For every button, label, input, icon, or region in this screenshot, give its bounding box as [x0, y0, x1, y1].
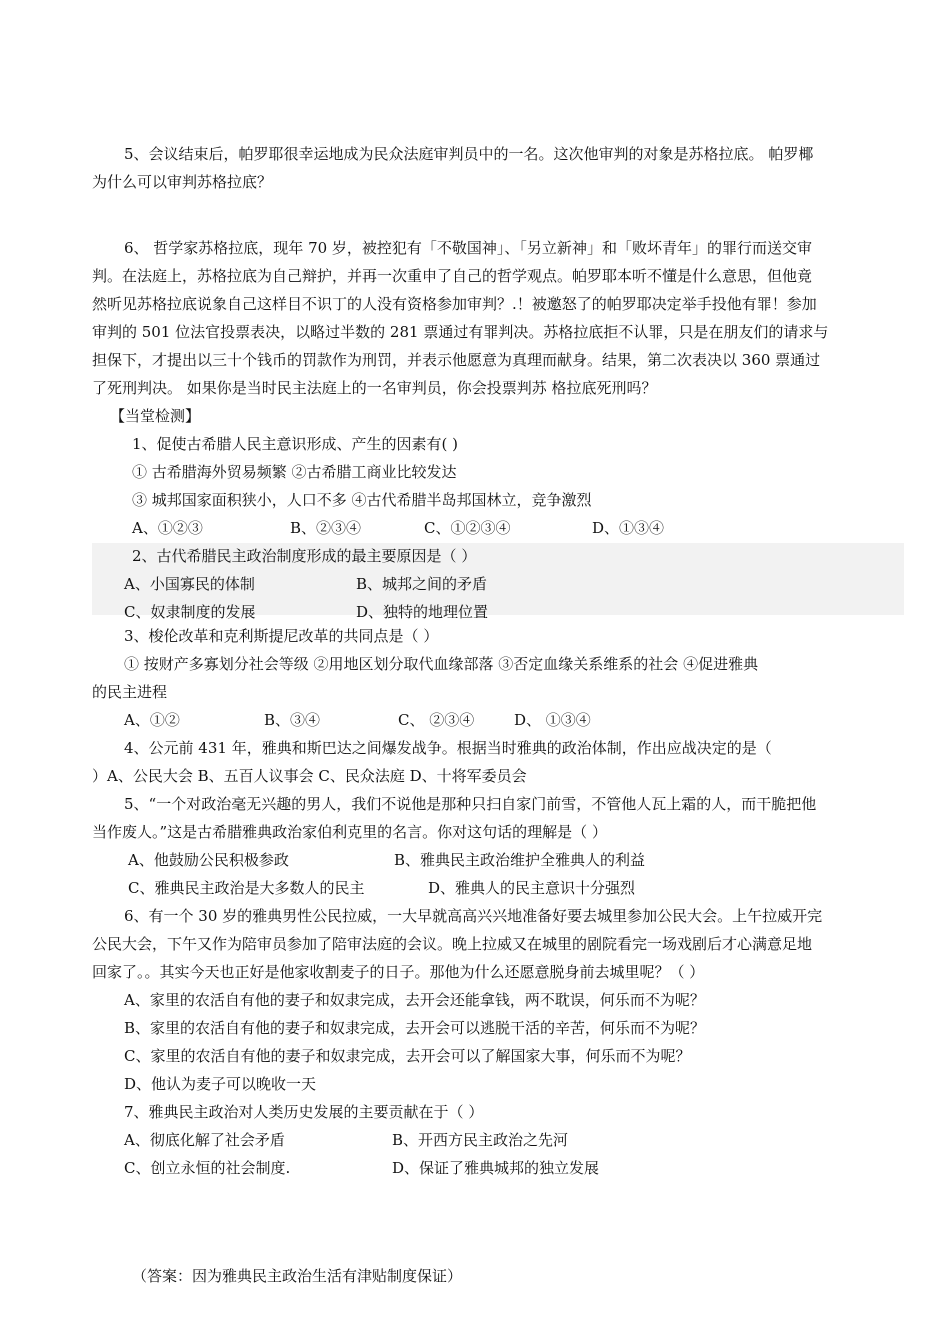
- question-2: [92, 542, 904, 626]
- answer-note: （答案：因为雅典民主政治生活有津贴制度保证）: [132, 1267, 463, 1285]
- option-b: B、②③④: [290, 519, 362, 537]
- question-4-line-2: ）A、公民大会 B、五百人议事会 C、民众法庭 D、十将军委员会: [92, 767, 527, 785]
- question-7-options-row-1: [92, 1126, 904, 1154]
- question-1-items-2: ③ 城邦国家面积狭小，人口不多 ④古代希腊半岛邦国林立，竞争激烈: [132, 491, 592, 509]
- scenario-6-line-2: 判。在法庭上，苏格拉底为自己辩护，并再一次重申了自己的哲学观点。帕罗耶本听不懂是什么意思，但他竟: [92, 267, 813, 285]
- option-a: A、他鼓励公民积极参政: [128, 851, 289, 869]
- question-6-line-1: 6、有一个 30 岁的雅典男性公民拉威，一大早就高高兴兴地准备好要去城里参加公民大会。上午拉威开完: [124, 907, 823, 925]
- option-d: D、①③④: [592, 519, 665, 537]
- question-7-stem: 7、雅典民主政治对人类历史发展的主要贡献在于（ ）: [124, 1103, 484, 1121]
- question-1-stem: 1、促使古希腊人民主意识形成、产生的因素有( ): [132, 435, 459, 453]
- question-1-options: [92, 514, 904, 542]
- option-c: C、奴隶制度的发展: [124, 603, 256, 621]
- question-4-line-1: 4、公元前 431 年，雅典和斯巴达之间爆发战争。根据当时雅典的政治体制，作出应战决定的是（: [124, 739, 772, 757]
- scenario-5: [92, 140, 904, 196]
- section-header: [92, 402, 200, 430]
- option-d: D、独特的地理位置: [356, 603, 489, 621]
- option-d: D、保证了雅典城邦的独立发展: [392, 1159, 600, 1177]
- question-6-option-c: C、家里的农活自有他的妻子和奴隶完成，去开会可以了解国家大事，何乐而不为呢？: [124, 1047, 691, 1065]
- scenario-5-line-2: 为什么可以审判苏格拉底？: [92, 173, 273, 191]
- question-4: [92, 734, 904, 790]
- option-a: A、彻底化解了社会矛盾: [124, 1131, 285, 1149]
- question-5-line-2: 当作废人。”这是古希腊雅典政治家伯利克里的名言。你对这句话的理解是（ ）: [92, 823, 607, 841]
- section-header-text: 【当堂检测】: [110, 407, 201, 425]
- option-b: B、城邦之间的矛盾: [356, 575, 488, 593]
- question-3-stem: 3、梭伦改革和克利斯提尼改革的共同点是（ ）: [124, 627, 439, 645]
- option-a: A、①②③: [132, 519, 203, 537]
- question-5-options-row-1: [92, 846, 904, 874]
- question-3-items-2: 的民主进程: [92, 683, 168, 701]
- question-5: [92, 790, 904, 902]
- question-3: [92, 622, 904, 734]
- scenario-6-line-4: 审判的 501 位法官投票表决，以略过半数的 281 票通过有罪判决。苏格拉底拒不认罪，只是在朋友们的请求与: [92, 323, 829, 341]
- scenario-6-line-5: 担保下，才提出以三十个钱币的罚款作为刑罚，并表示他愿意为真理而献身。结果，第二次表决以 360 票通过: [92, 351, 821, 369]
- question-1: [92, 430, 904, 542]
- option-b: B、开西方民主政治之先河: [392, 1131, 569, 1149]
- question-6-option-a: A、家里的农活自有他的妻子和奴隶完成，去开会还能拿钱，两不耽误，何乐而不为呢？: [124, 991, 705, 1009]
- question-6-option-d: D、他认为麦子可以晚收一天: [124, 1075, 317, 1093]
- option-c: C、①②③④: [424, 519, 511, 537]
- question-3-items-1: ① 按财产多寡划分社会等级 ②用地区划分取代血缘部落 ③否定血缘关系维系的社会 ④促进雅典: [124, 655, 759, 673]
- question-7-options-row-2: [92, 1154, 904, 1182]
- option-c: C、创立永恒的社会制度.: [124, 1159, 291, 1177]
- question-2-stem: 2、古代希腊民主政治制度形成的最主要原因是（ ）: [132, 547, 477, 565]
- option-a: A、①②: [124, 711, 180, 729]
- option-c: C、 ②③④: [398, 711, 475, 729]
- question-6-option-b: B、家里的农活自有他的妻子和奴隶完成，去开会可以逃脱干活的辛苦，何乐而不为呢？: [124, 1019, 706, 1037]
- option-b: B、③④: [264, 711, 321, 729]
- question-2-options-row-1: [92, 570, 904, 598]
- option-a: A、小国寡民的体制: [124, 575, 255, 593]
- question-5-line-1: 5、“一个对政治毫无兴趣的男人，我们不说他是那种只扫自家门前雪，不管他人瓦上霜的人，而干脆把他: [124, 795, 817, 813]
- scenario-6-line-6: 了死刑判决。 如果你是当时民主法庭上的一名审判员，你会投票判苏 格拉底死刑吗？: [92, 379, 657, 397]
- option-d: D、 ①③④: [514, 711, 591, 729]
- question-3-options: [92, 706, 904, 734]
- question-5-options-row-2: [92, 874, 904, 902]
- question-6-line-3: 回家了。。其实今天也正好是他家收割麦子的日子。那他为什么还愿意脱身前去城里呢？（ ）: [92, 963, 705, 981]
- scenario-6-line-1: 6、 哲学家苏格拉底，现年 70 岁，被控犯有「不敬国神」、「另立新神」和「败坏青年」的罪行而送交审: [124, 239, 812, 257]
- question-6: [92, 902, 904, 1098]
- question-6-line-2: 公民大会，下午又作为陪审员参加了陪审法庭的会议。晚上拉威又在城里的剧院看完一场戏剧后才心满意足地: [92, 935, 813, 953]
- question-1-items-1: ① 古希腊海外贸易频繁 ②古希腊工商业比较发达: [132, 463, 457, 481]
- scenario-6: [92, 234, 904, 402]
- option-b: B、雅典民主政治维护全雅典人的利益: [394, 851, 646, 869]
- option-c: C、雅典民主政治是大多数人的民主: [128, 879, 365, 897]
- scenario-5-line-1: 5、会议结束后，帕罗耶很幸运地成为民众法庭审判员中的一名。这次他审判的对象是苏格拉底。 帕罗椰: [124, 145, 814, 163]
- option-d: D、雅典人的民主意识十分强烈: [428, 879, 636, 897]
- question-7: [92, 1098, 904, 1182]
- scenario-6-line-3: 然听见苏格拉底说象自己这样目不识丁的人没有资格参加审判？.！被邀怒了的帕罗耶决定举手投他有罪！参加: [92, 295, 817, 313]
